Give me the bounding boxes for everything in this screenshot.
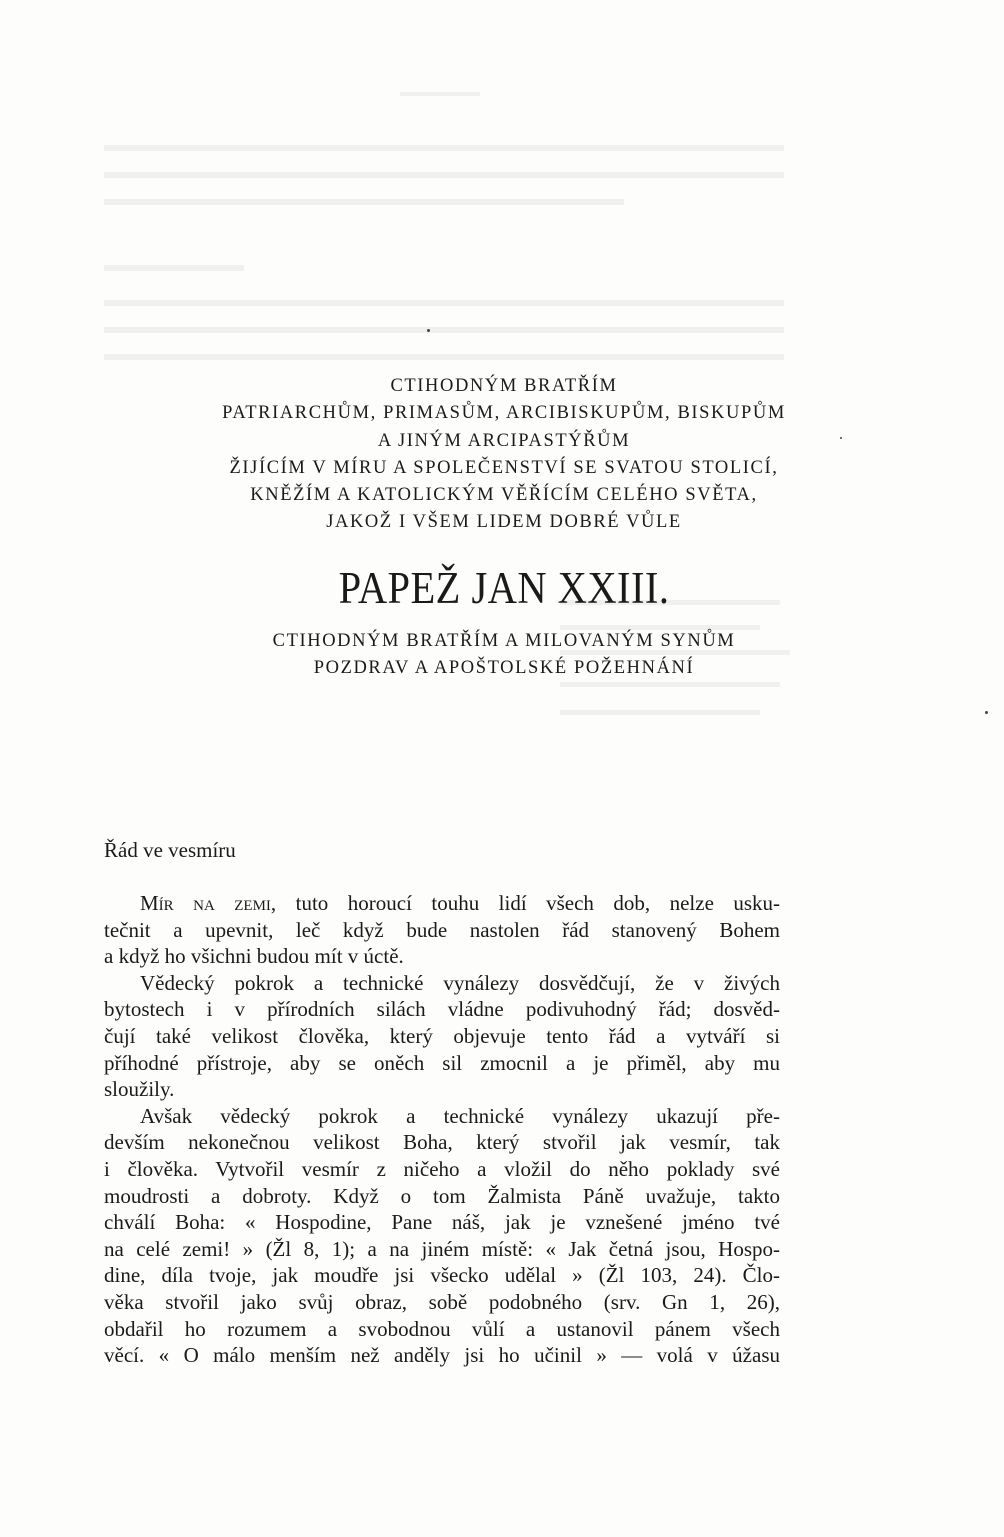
paragraph-line: chválí Boha: « Hospodine, Pane náš, jak je vznešené jméno tvé xyxy=(104,1210,780,1235)
addressee-block xyxy=(130,373,878,537)
greeting-line: POZDRAV A APOŠTOLSKÉ POŽEHNÁNÍ xyxy=(313,658,695,679)
pope-title: PAPEŽ JAN XXIII. xyxy=(338,563,670,613)
paragraph-line: věka stvořil jako svůj obraz, sobě podobného (srv. Gn 1, 26), xyxy=(104,1289,780,1314)
greeting-line: CTIHODNÝM BRATŘÍM A MILOVANÝM SYNŮM xyxy=(272,631,736,651)
paragraph-line: čují také velikost člověka, který objevuje tento řád a vytváří si xyxy=(104,1023,780,1048)
paragraph-line: a když ho všichni budou mít v úctě. xyxy=(104,944,404,969)
paragraph-line: i člověka. Vytvořil vesmír z ničeho a vložil do něho poklady své xyxy=(104,1156,780,1181)
paragraph-line: Vědecký pokrok a technické vynálezy dosvědčují, že v živých xyxy=(140,970,780,995)
paragraph-line: dine, díla tvoje, jak moudře jsi všecko udělal » (Žl 103, 24). Člo- xyxy=(104,1263,780,1288)
body-text xyxy=(104,890,780,1369)
paragraph-line: Mír na zemi, tuto horoucí touhu lidí všech dob, nelze usku- xyxy=(140,891,781,915)
paragraph-line: příhodné přístroje, aby se oněch sil zmocnil a je přiměl, aby mu xyxy=(104,1050,780,1075)
addressee-line: KNĚŽÍM A KATOLICKÝM VĚŘÍCÍM CELÉHO SVĚTA, xyxy=(250,485,758,506)
addressee-line: A JINÝM ARCIPASTÝŘŮM xyxy=(377,430,631,451)
paragraph-line: Avšak vědecký pokrok a technické vynálezy ukazují pře- xyxy=(140,1103,780,1128)
addressee-line: PATRIARCHŮM, PRIMASŮM, ARCIBISKUPŮM, BISKUPŮM xyxy=(222,403,786,424)
addressee-line: CTIHODNÝM BRATŘÍM xyxy=(390,376,618,396)
paragraph-line: věcí. « O málo menším než anděly jsi ho učinil » — volá v úžasu xyxy=(104,1343,780,1368)
paragraph-lead: Mír na zemi, xyxy=(140,891,277,915)
paragraph-line: na celé zemi! » (Žl 8, 1); a na jiném místě: « Jak četná jsou, Hospo- xyxy=(104,1236,780,1261)
paragraph-line: sloužily. xyxy=(104,1077,175,1102)
speck-mark xyxy=(985,711,988,714)
greeting-block xyxy=(130,628,878,683)
paragraph-line: tečnit a upevnit, leč když bude nastolen řád stanovený Bohem xyxy=(104,917,780,942)
paragraph-line: bytostech i v přírodních silách vládne podivuhodný řád; dosvěd- xyxy=(104,997,780,1022)
speck-mark xyxy=(427,329,430,332)
addressee-line: ŽIJÍCÍM V MÍRU A SPOLEČENSTVÍ SE SVATOU STOLICÍ, xyxy=(229,457,779,478)
paragraph-line: obdařil ho rozumem a svobodnou vůlí a ustanovil pánem všech xyxy=(104,1316,780,1341)
paragraph-line: devším nekonečnou velikost Boha, který stvořil jak vesmír, tak xyxy=(104,1130,780,1155)
paragraph-line: moudrosti a dobroty. Když o tom Žalmista Páně uvažuje, takto xyxy=(104,1183,780,1208)
section-heading: Řád ve vesmíru xyxy=(104,838,236,862)
addressee-line: JAKOŽ I VŠEM LIDEM DOBRÉ VŮLE xyxy=(326,512,682,533)
